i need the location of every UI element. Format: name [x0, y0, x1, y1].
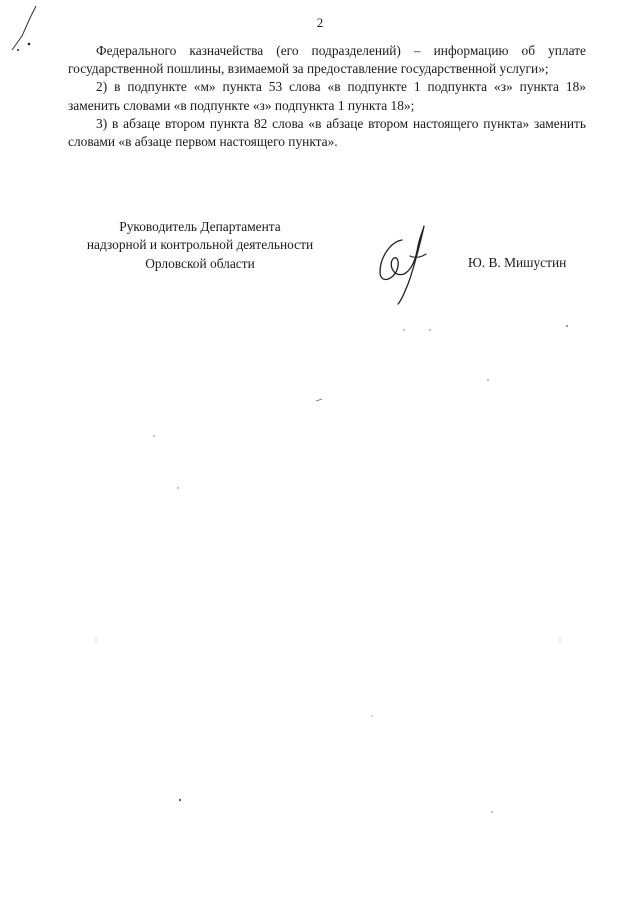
position-line-1: Руководитель Департамента — [119, 219, 281, 234]
page-number: 2 — [316, 15, 324, 30]
scan-dot — [28, 43, 31, 46]
paragraph-item-3: 3) в абзаце втором пункта 82 слова «в абзаце втором настоящего пункта» заменить словами «в абзаце первом настоящего пункта». — [68, 115, 586, 150]
signer-name: Ю. В. Мишустин — [468, 255, 567, 270]
scan-dot — [403, 329, 404, 330]
paragraph-continuation: Федерального казначейства (его подразделений) – информацию об уплате государственной пошлины, взимаемой за предоставление государственной услуги»; — [68, 43, 586, 77]
scan-dot — [491, 811, 492, 812]
scan-dot — [95, 639, 96, 640]
scan-dot — [429, 329, 430, 330]
position-line-3: Орловской области — [145, 255, 255, 271]
scan-dash — [316, 399, 322, 401]
scan-dot — [179, 799, 181, 801]
signatory-position — [68, 218, 332, 273]
scan-dot — [559, 639, 560, 640]
scan-dot — [566, 325, 568, 327]
position-line-2: надзорной и контрольной деятельности — [86, 237, 314, 253]
scan-dot — [487, 379, 488, 380]
scan-dot — [371, 715, 372, 716]
document-body — [68, 42, 586, 151]
scan-dot — [17, 49, 19, 51]
handwritten-signature — [368, 222, 438, 306]
scan-dot — [153, 435, 154, 436]
paragraph-item-2: 2) в подпункте «м» пункта 53 слова «в подпункте 1 подпункта «з» пункта 18» заменить словами «в подпункте «з» подпункта 1 пункта 18»; — [68, 79, 586, 113]
scan-dot — [177, 487, 178, 488]
